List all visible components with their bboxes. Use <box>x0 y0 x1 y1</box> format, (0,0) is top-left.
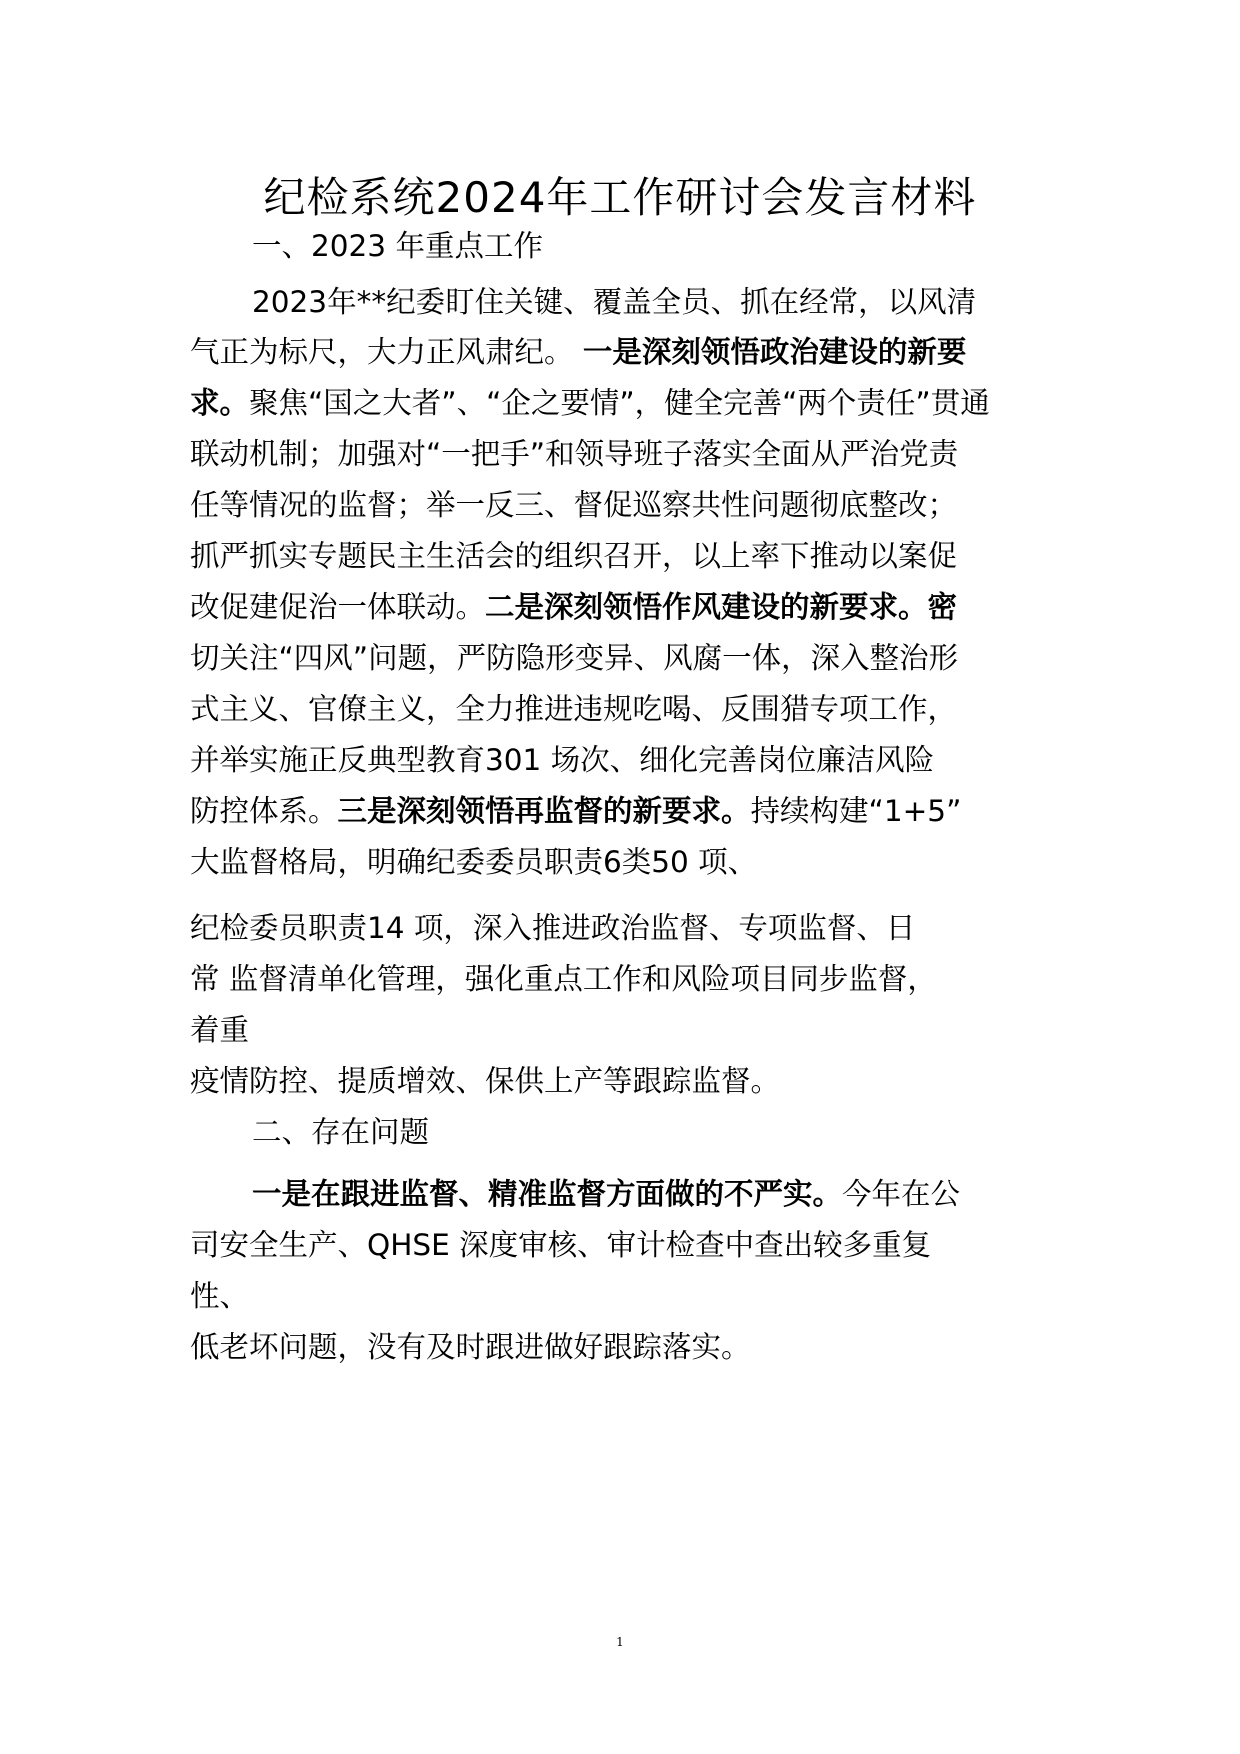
paragraph-line: 联动机制；加强对“一把手”和领导班子落实全面从严治党责 <box>190 437 959 471</box>
paragraph-line: 切关注“四风”问题，严防隐形变异、风腐一体，深入整治形 <box>190 641 959 675</box>
bold-problem-one: 一是在跟进监督、精准监督方面做的不严实。 <box>252 1177 843 1211</box>
paragraph-line: 着重 <box>190 1013 250 1047</box>
section-heading-problems: 二、存在问题 <box>252 1115 430 1149</box>
bold-point-one: 一是深刻领悟政治建设的新要 <box>582 335 967 369</box>
text-run: 气正为标尺，大力正风肃纪。 <box>190 335 583 369</box>
text-run: 聚焦“国之大者”、“企之要情”，健全完善“两个责任”贯通 <box>249 386 990 420</box>
paragraph-line <box>190 332 966 372</box>
text-run: 改促建促治一体联动。 <box>190 590 486 624</box>
document-title: 纪检系统2024年工作研讨会发言材料 <box>263 173 977 222</box>
bold-point-two: 二是深刻领悟作风建设的新要求。密 <box>485 590 958 624</box>
text-run: 今年在公 <box>842 1177 961 1211</box>
paragraph-line: 抓严抓实专题民主生活会的组织召开，以上率下推动以案促 <box>190 539 958 573</box>
paragraph-line: 式主义、官僚主义，全力推进违规吃喝、反围猎专项工作， <box>190 692 958 726</box>
bold-point-one-end: 求。 <box>190 386 250 420</box>
paragraph-line: 性、 <box>190 1279 250 1313</box>
paragraph-line: 常 监督清单化管理，强化重点工作和风险项目同步监督， <box>190 962 937 996</box>
paragraph-line: 2023年**纪委盯住关键、覆盖全员、抓在经常，以风清 <box>252 285 977 319</box>
text-run: 防控体系。 <box>190 794 338 828</box>
paragraph-line: 并举实施正反典型教育301 场次、细化完善岗位廉洁风险 <box>190 743 935 777</box>
paragraph-line: 纪检委员职责14 项，深入推进政治监督、专项监督、日 <box>190 911 916 945</box>
section-heading-key-work: 一、2023 年重点工作 <box>252 229 543 263</box>
paragraph-line: 低老坏问题，没有及时跟进做好跟踪落实。 <box>190 1330 751 1364</box>
paragraph-line: 司安全生产、QHSE 深度审核、审计检查中查出较多重复 <box>190 1228 932 1262</box>
paragraph-line <box>190 791 961 831</box>
paragraph-line: 疫情防控、提质增效、保供上产等跟踪监督。 <box>190 1064 781 1098</box>
page-number: 1 <box>616 1635 624 1649</box>
text-run: 持续构建“1+5” <box>750 794 962 828</box>
paragraph-line <box>252 1174 960 1214</box>
paragraph-line: 任等情况的监督；举一反三、督促巡察共性问题彻底整改； <box>190 488 958 522</box>
paragraph-line: 大监督格局，明确纪委委员职责6类50 项、 <box>190 845 758 879</box>
paragraph-line <box>190 383 990 423</box>
paragraph-line <box>190 587 957 627</box>
bold-point-three: 三是深刻领悟再监督的新要求。 <box>337 794 751 828</box>
